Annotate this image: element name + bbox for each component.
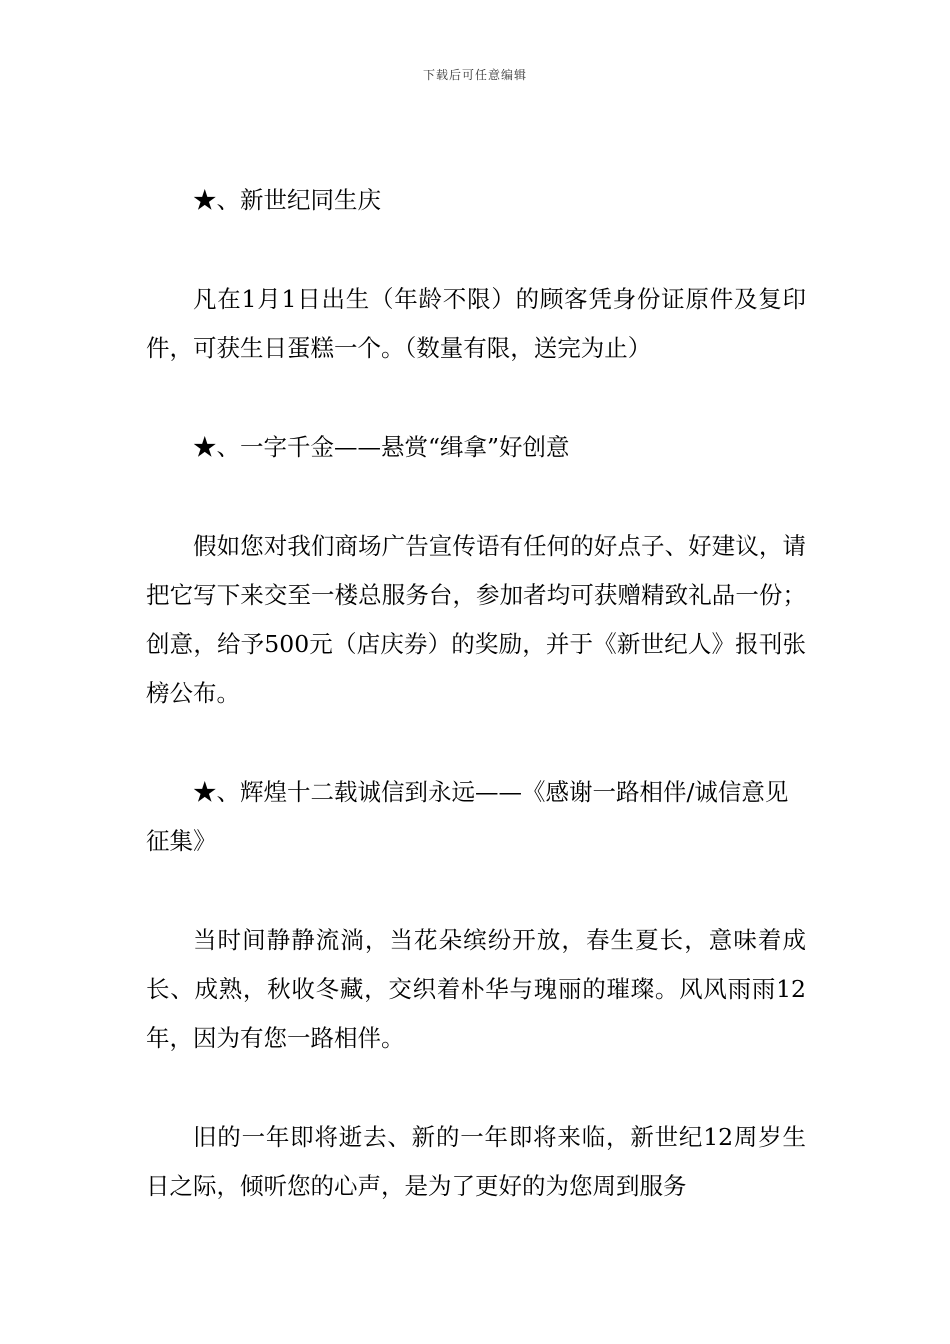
paragraph-slogan-contest: 假如您对我们商场广告宣传语有任何的好点子、好建议，请把它写下来交至一楼总服务台，参加者均可获赠精致礼品一份；创意，给予500元（店庆券）的奖励，并于《新世纪人》报刊张榜公布。 xyxy=(146,532,806,707)
section-heading-slogan-contest: ★、一字千金——悬赏“缉拿”好创意 xyxy=(193,433,570,461)
section-heading-birthday: ★、新世纪同生庆 xyxy=(193,186,381,214)
paragraph-integrity-1: 当时间静静流淌，当花朵缤纷开放，春生夏长，意味着成长、成熟，秋收冬藏，交织着朴华与瑰丽的璀璨。风风雨雨12年，因为有您一路相伴。 xyxy=(146,926,806,1052)
section-heading-integrity: ★、辉煌十二载诚信到永远——《感谢一路相伴/诚信意见征集》 xyxy=(146,778,789,855)
page-header-note: 下载后可任意编辑 xyxy=(422,68,527,82)
paragraph-integrity-2: 旧的一年即将逝去、新的一年即将来临，新世纪12周岁生日之际，倾听您的心声，是为了更好的为您周到服务 xyxy=(146,1123,806,1200)
document-body xyxy=(146,176,806,1211)
paragraph-birthday: 凡在1月1日出生（年龄不限）的顾客凭身份证原件及复印件，可获生日蛋糕一个。（数量有限，送完为止） xyxy=(146,285,806,362)
